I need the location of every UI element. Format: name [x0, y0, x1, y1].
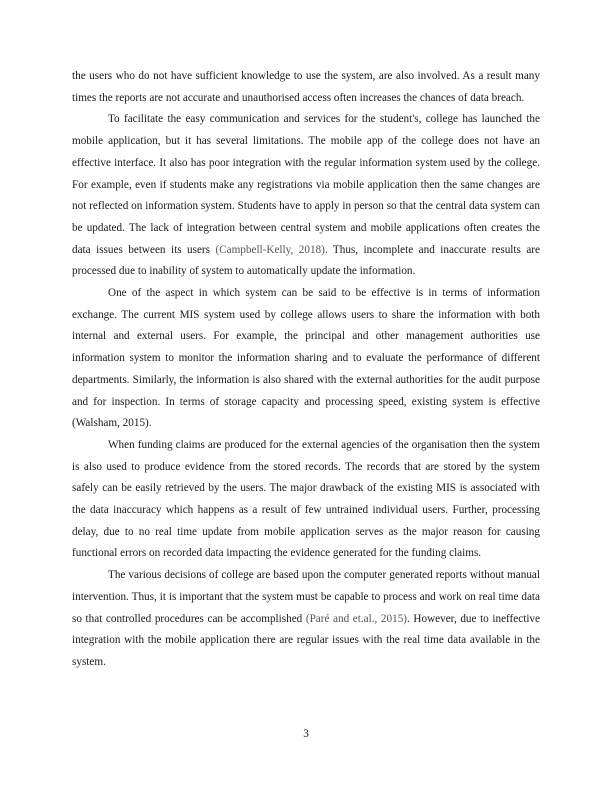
paragraph-5 [72, 565, 540, 674]
paragraph-5-text: The various decisions of college are based upon the computer generated reports without manual intervention. Thus, it is important that the system must be capable to process and work on real time data so that controlled procedures can be accomplished [72, 569, 540, 625]
paragraph-1-text: the users who do not have sufficient knowledge to use the system, are also involved. As a result many times the reports are not accurate and unauthorised access often increases the chances of data breach. [72, 70, 540, 104]
paragraph-3-text-end: . [148, 417, 152, 430]
paragraph-2-text: To facilitate the easy communication and services for the student's, college has launched the mobile application, but it has several limitations. The mobile app of the college does not have an effective interface. It also has poor integration with the regular information system used by the college. For example, even if students make any registrations via mobile application then the same changes are not reflected on information system. Students have to apply in person so that the central data system can be updated. The lack of integration between central system and mobile applications often creates the data issues between its users [72, 113, 540, 256]
paragraph-3 [72, 283, 540, 435]
paragraph-1 [72, 66, 540, 109]
paragraph-5-text-end: . However, due to ineffective integration with the mobile application there are regular issues with the real time data available in the system. [72, 612, 540, 668]
citation-walsham: (Walsham, 2015) [72, 417, 149, 430]
body-text [72, 66, 540, 674]
citation-campbell-kelly: (Campbell-Kelly, 2018) [215, 243, 325, 256]
paragraph-4-text: When funding claims are produced for the external agencies of the organisation then the system is also used to produce evidence from the stored records. The records that are stored by the system safely can be easily retrieved by the users. The major drawback of the existing MIS is associated with the data inaccuracy which happens as a result of few untrained individual users. Further, processing delay, due to no real time update from mobile application serves as the major reason for causing functional errors on recorded data impacting the evidence generated for the funding claims. [72, 438, 540, 560]
citation-pare: (Paré and et.al., 2015) [305, 612, 408, 625]
paragraph-2 [72, 109, 540, 283]
paragraph-3-text: One of the aspect in which system can be said to be effective is in terms of information exchange. The current MIS system used by college allows users to share the information with both internal and external users. For example, the principal and other management authorities use information system to monitor the information sharing and to evaluate the performance of different departments. Similarly, the information is also shared with the external authorities for the audit purpose and for inspection. In terms of storage capacity and processing speed, existing system is effective [72, 287, 540, 408]
page-number: 3 [303, 728, 309, 740]
paragraph-4 [72, 435, 540, 565]
paragraph-2-text-end: . Thus, incomplete and inaccurate results are processed due to inability of system to automatically update the information. [72, 243, 540, 278]
